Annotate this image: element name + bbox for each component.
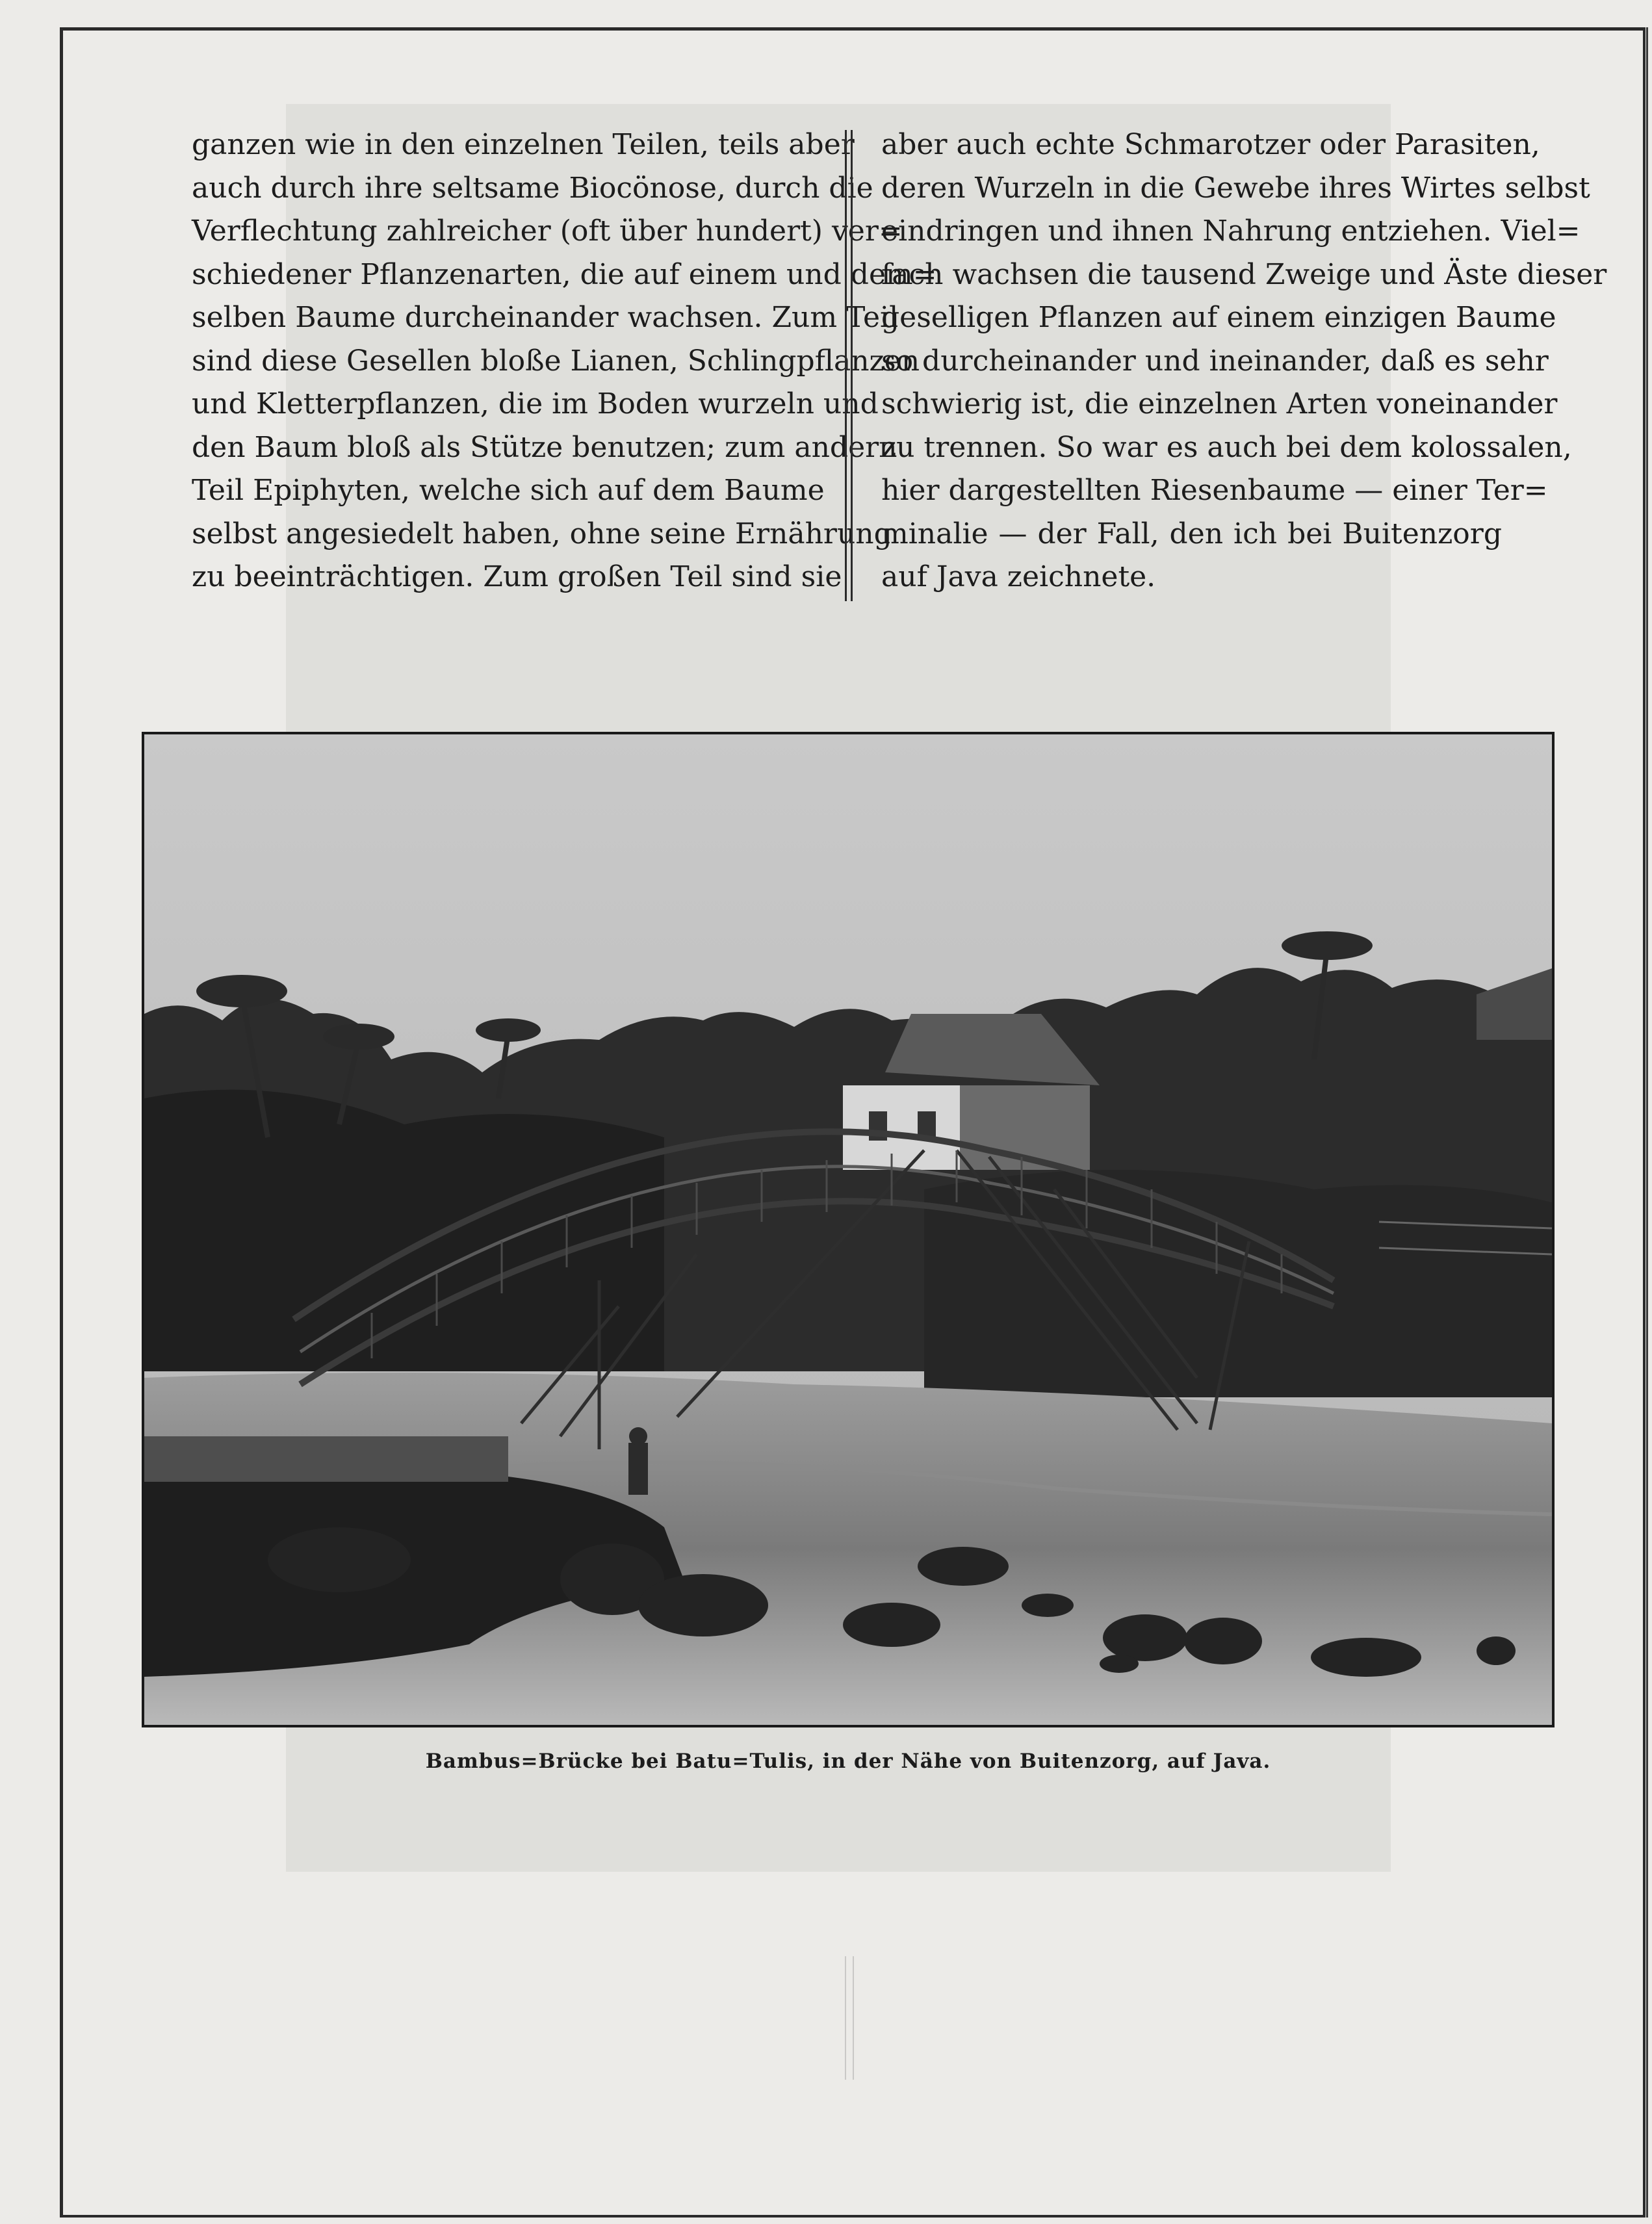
text-column-left — [192, 123, 937, 599]
text-line: auf Java zeichnete. — [881, 560, 1156, 593]
text-line: auch durch ihre seltsame Biocönose, durch die — [192, 171, 873, 205]
text-line: Verflechtung zahlreicher (oft über hundert) ver= — [192, 214, 903, 248]
text-line: so durcheinander und ineinander, daß es sehr — [881, 344, 1549, 378]
text-line: Teil Epiphyten, welche sich auf dem Baume — [192, 474, 825, 507]
figure-caption: Bambus=Brücke bei Batu=Tulis, in der Nähe von Buitenzorg, auf Java. — [425, 1750, 1271, 1773]
text-line: den Baum bloß als Stütze benutzen; zum andern — [192, 430, 897, 464]
text-line: ganzen wie in den einzelnen Teilen, teils aber — [192, 128, 855, 161]
text-line: aber auch echte Schmarotzer oder Parasiten, — [881, 128, 1540, 161]
text-line: eindringen und ihnen Nahrung entziehen. Viel= — [881, 214, 1581, 248]
text-line: sind diese Gesellen bloße Lianen, Schlingpflanzen — [192, 344, 920, 378]
photo-illustration — [144, 734, 1552, 1725]
text-line: und Kletterpflanzen, die im Boden wurzeln und — [192, 387, 879, 420]
bamboo-bridge-photo — [142, 732, 1555, 1727]
text-line: selbst angesiedelt haben, ohne seine Ernährung — [192, 517, 892, 550]
text-line: selben Baume durcheinander wachsen. Zum Teil — [192, 301, 899, 334]
show-through-divider — [845, 1956, 854, 2080]
text-line: zu trennen. So war es auch bei dem kolossalen, — [881, 430, 1572, 464]
text-line: minalie — der Fall, den ich bei Buitenzorg — [881, 517, 1502, 550]
text-line: deren Wurzeln in die Gewebe ihres Wirtes selbst — [881, 171, 1590, 205]
text-line: fach wachsen die tausend Zweige und Äste dieser — [881, 257, 1607, 291]
text-line: geselligen Pflanzen auf einem einzigen Baume — [881, 301, 1556, 334]
text-line: hier dargestellten Riesenbaume — einer Ter= — [881, 474, 1548, 507]
column-divider — [845, 130, 853, 601]
text-line: zu beeinträchtigen. Zum großen Teil sind sie — [192, 560, 842, 593]
page-edge-line — [1646, 27, 1648, 2218]
text-line: schwierig ist, die einzelnen Arten voneinander — [881, 387, 1558, 420]
text-line: schiedener Pflanzenarten, die auf einem und dem= — [192, 257, 937, 291]
text-column-right — [881, 123, 1607, 599]
